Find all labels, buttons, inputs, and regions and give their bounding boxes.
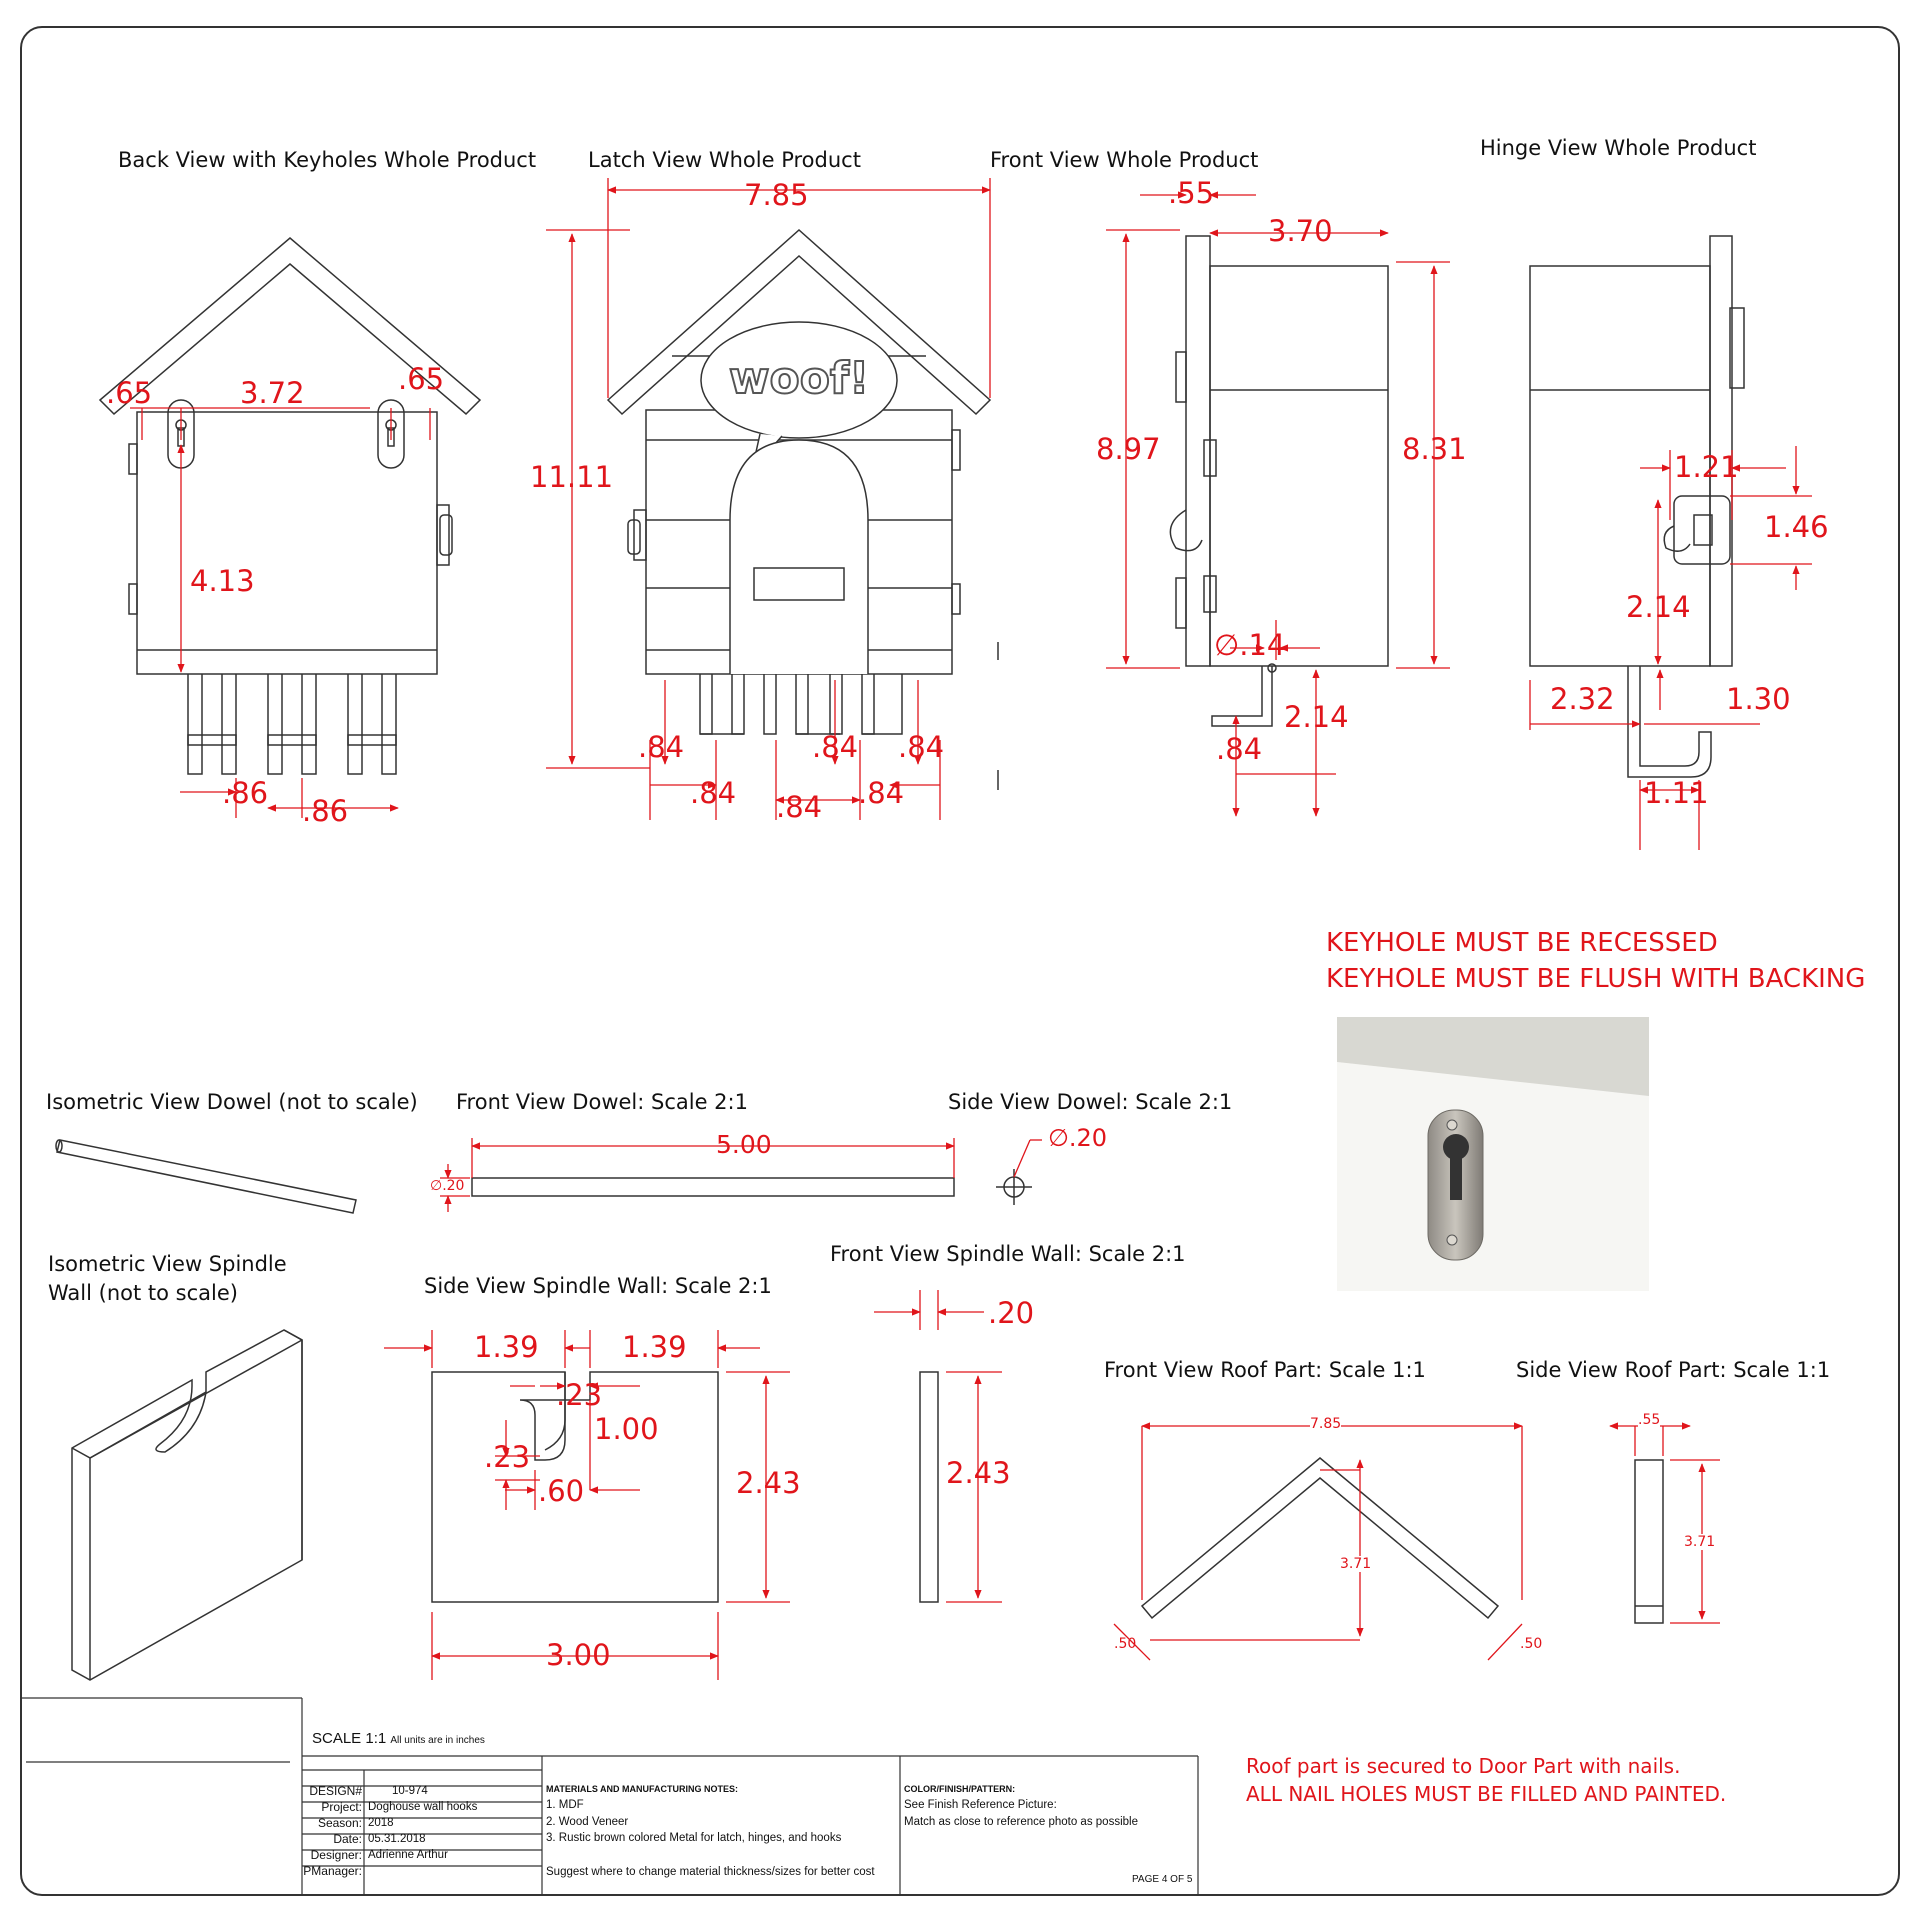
dim-back-hook-gap-1: .86: [222, 776, 269, 810]
dim-back-right-overhang: .65: [398, 362, 445, 396]
dim-latch-width: 7.85: [744, 178, 809, 212]
tb-color-2: Match as close to reference photo as possible: [904, 1816, 1138, 1828]
tb-color-title: COLOR/FINISH/PATTERN:: [904, 1784, 1016, 1794]
dim-roof-thick-left: .50: [1114, 1636, 1137, 1652]
dim-hinge-latch-width: 1.21: [1674, 450, 1739, 484]
dim-hinge-hook-depth: 1.11: [1644, 776, 1709, 810]
tb-value-design: 10-974: [392, 1785, 428, 1797]
dim-latch-hook-drop-1: .84: [638, 730, 685, 764]
dim-latch-hook-gap-2: .84: [776, 790, 823, 824]
tb-label-design: DESIGN#: [309, 1784, 362, 1798]
dim-back-left-overhang: .65: [106, 376, 153, 410]
spindle-drawings: [72, 1330, 938, 1680]
note-nail-holes: ALL NAIL HOLES MUST BE FILLED AND PAINTED.: [1246, 1782, 1727, 1806]
dim-spindle-slot-left: .23: [484, 1440, 531, 1474]
dim-front-roof-thickness: .55: [1168, 176, 1215, 210]
tb-material-3: 3. Rustic brown colored Metal for latch, hinges, and hooks: [546, 1832, 842, 1844]
note-keyhole-recessed: KEYHOLE MUST BE RECESSED: [1326, 928, 1718, 958]
dim-spindle-slot-bottom: .60: [538, 1474, 585, 1508]
view-title-back: Back View with Keyholes Whole Product: [118, 148, 537, 172]
dim-dowel-length: 5.00: [716, 1130, 772, 1159]
view-title-front-spindle: Front View Spindle Wall: Scale 2:1: [830, 1242, 1186, 1266]
view-title-front: Front View Whole Product: [990, 148, 1259, 172]
note-keyhole-flush: KEYHOLE MUST BE FLUSH WITH BACKING: [1326, 964, 1866, 994]
tb-label-project: Project:: [321, 1800, 362, 1814]
view-title-side-dowel: Side View Dowel: Scale 2:1: [948, 1090, 1233, 1114]
view-title-hinge: Hinge View Whole Product: [1480, 136, 1757, 160]
dim-front-hook-depth: .84: [1216, 732, 1263, 766]
units-note: All units are in inches: [390, 1735, 485, 1746]
dim-roof-width: 7.85: [1310, 1416, 1342, 1432]
view-title-side-spindle: Side View Spindle Wall: Scale 2:1: [424, 1274, 772, 1298]
dim-front-hook-dia: ∅.14: [1214, 628, 1286, 662]
dim-hinge-latch-offset: 2.14: [1626, 590, 1691, 624]
latch-view-drawing: [608, 230, 998, 790]
dim-spindle-front-thickness: .20: [988, 1296, 1035, 1330]
dim-spindle-height: 2.43: [736, 1466, 801, 1500]
tb-materials-title: MATERIALS AND MANUFACTURING NOTES:: [546, 1784, 738, 1794]
view-title-side-roof: Side View Roof Part: Scale 1:1: [1516, 1358, 1831, 1382]
roof-part-drawings: [1142, 1458, 1663, 1623]
tb-label-season: Season:: [317, 1816, 362, 1830]
dim-dowel-dia-side: ∅.20: [1048, 1124, 1108, 1152]
dim-back-hook-gap-2: .86: [302, 794, 349, 828]
view-title-iso-spindle-1: Isometric View Spindle: [48, 1252, 287, 1276]
tb-value-date: 05.31.2018: [368, 1833, 426, 1845]
dim-back-keyhole-spacing: 3.72: [240, 376, 305, 410]
view-title-iso-dowel: Isometric View Dowel (not to scale): [46, 1090, 418, 1114]
dim-front-total-height: 8.97: [1096, 432, 1161, 466]
dim-front-hook-dia-value: .14: [1239, 628, 1286, 662]
dim-hinge-hook-left: 2.32: [1550, 682, 1615, 716]
tb-value-season: 2018: [368, 1817, 394, 1829]
dim-latch-height: 11.11: [530, 460, 614, 494]
tb-material-1: 1. MDF: [546, 1799, 584, 1811]
dim-roof-side-height: 3.71: [1684, 1534, 1716, 1550]
tb-label-designer: Designer:: [310, 1848, 362, 1862]
dim-spindle-width: 3.00: [546, 1638, 611, 1672]
dim-latch-hook-gap-1: .84: [690, 776, 737, 810]
tb-page-number: PAGE 4 OF 5: [1132, 1874, 1193, 1885]
dim-front-hook-drop: 2.14: [1284, 700, 1349, 734]
back-view-drawing: [100, 238, 480, 774]
tb-value-project: Doghouse wall hooks: [368, 1801, 478, 1813]
dim-latch-hook-gap-3: .84: [858, 776, 905, 810]
tb-color-1: See Finish Reference Picture:: [904, 1799, 1057, 1811]
tb-value-designer: Adrienne Arthur: [368, 1849, 448, 1861]
dim-front-body-height: 8.31: [1402, 432, 1467, 466]
dim-latch-hook-drop-2: .84: [812, 730, 859, 764]
note-roof-nails: Roof part is secured to Door Part with nails.: [1246, 1754, 1681, 1778]
dowel-drawings: [56, 1140, 1032, 1213]
tb-material-2: 2. Wood Veneer: [546, 1816, 629, 1828]
dim-spindle-front-height: 2.43: [946, 1456, 1011, 1490]
scale-value: SCALE 1:1: [312, 1730, 387, 1747]
tb-suggest: Suggest where to change material thickness/sizes for better cost: [546, 1866, 875, 1878]
tb-label-date: Date:: [333, 1832, 362, 1846]
dim-dowel-dia-front: ∅.20: [430, 1178, 465, 1194]
dim-latch-hook-drop-3: .84: [898, 730, 945, 764]
view-title-front-roof: Front View Roof Part: Scale 1:1: [1104, 1358, 1426, 1382]
dim-roof-height: 3.71: [1340, 1556, 1372, 1572]
dim-front-depth: 3.70: [1268, 214, 1333, 248]
dim-spindle-slot-depth: 1.00: [594, 1412, 659, 1446]
dim-spindle-left-offset: 1.39: [474, 1330, 539, 1364]
dim-hinge-hook-drop: 1.30: [1726, 682, 1791, 716]
view-title-latch: Latch View Whole Product: [588, 148, 861, 172]
dim-hinge-latch-height: 1.46: [1764, 510, 1829, 544]
dim-back-keyhole-height: 4.13: [190, 564, 255, 598]
dim-spindle-slot-width: .23: [556, 1378, 603, 1412]
view-title-front-dowel: Front View Dowel: Scale 2:1: [456, 1090, 748, 1114]
dim-roof-thick-right: .50: [1520, 1636, 1543, 1652]
view-title-iso-spindle-2: Wall (not to scale): [48, 1281, 238, 1305]
scale-label: [312, 1730, 485, 1747]
dim-spindle-right-offset: 1.39: [622, 1330, 687, 1364]
tb-label-pmanager: PManager:: [303, 1864, 362, 1878]
woof-sign-text: woof!: [728, 353, 870, 404]
keyhole-reference-photo: [1337, 1017, 1649, 1291]
dim-roof-side-thickness: .55: [1638, 1412, 1661, 1428]
